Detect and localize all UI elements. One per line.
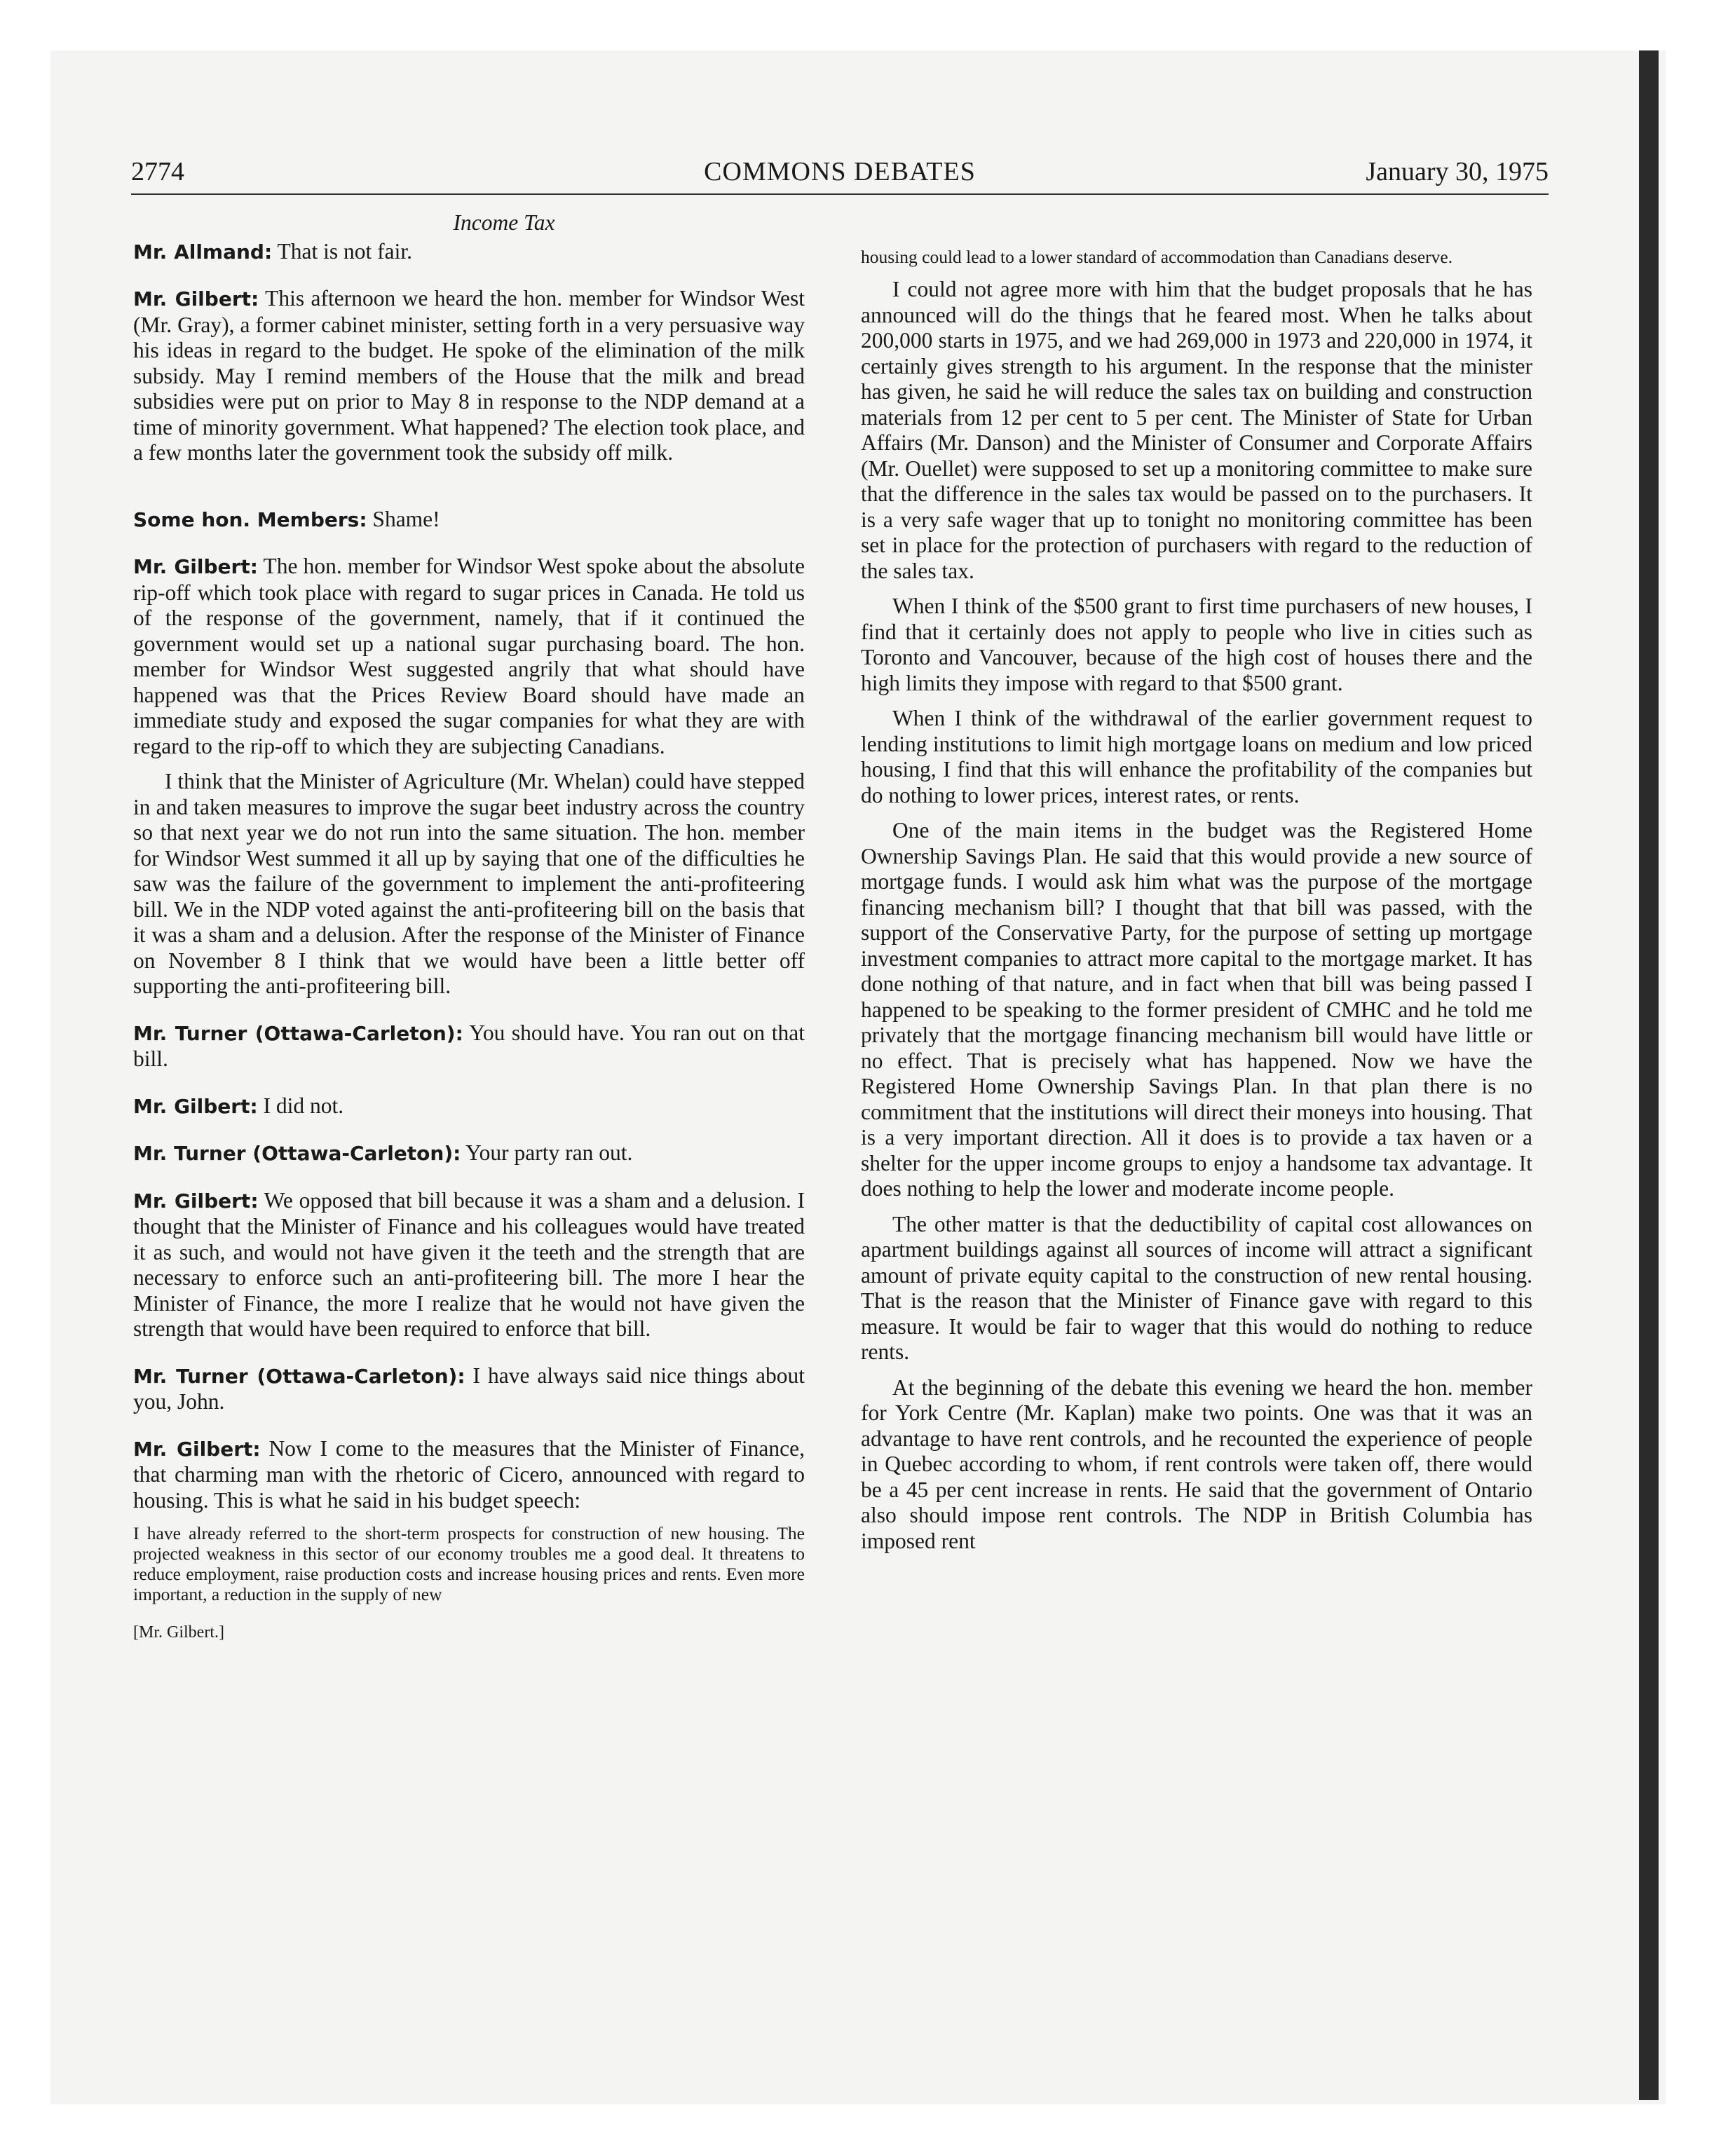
right-column (861, 210, 1532, 1564)
page-number: 2774 (131, 157, 184, 186)
issue-date: January 30, 1975 (1366, 157, 1549, 186)
body-paragraph: At the beginning of the debate this evening we heard the hon. member for York Centre (Mr. Kaplan) make two points. One was that it was an advantage to have rent controls, and he recounted the experience of people in Quebec according to whom, if rent controls were taken off, there would be a 45 per cent increase in rents. He said that the government of Ontario also should impose rent controls. The NDP in British Columbia has imposed rent (861, 1374, 1532, 1553)
speaker-name: Mr. Gilbert: (133, 555, 258, 578)
speaker-name: Mr. Gilbert: (133, 1437, 261, 1461)
speech-text: Shame! (372, 506, 440, 531)
speaker-attribution: [Mr. Gilbert.] (133, 1623, 224, 1642)
speech-paragraph (133, 1021, 805, 1072)
speaker-name: Mr. Allmand: (133, 240, 273, 264)
speech-text: Now I come to the measures that the Minister of Finance, that charming man with the rhetoric of Cicero, announced with regard to housing. This is what he said in his budget speech: (133, 1435, 805, 1513)
speech-paragraph (133, 554, 805, 759)
speech-paragraph (133, 1093, 805, 1120)
speech-text: That is not fair. (277, 238, 412, 264)
speaker-name: Mr. Turner (Ottawa-Carleton): (133, 1021, 463, 1045)
speech-text: I did not. (263, 1093, 344, 1118)
speech-text: I have always said nice things about you, John. (133, 1363, 805, 1414)
page-edge-shadow (1639, 50, 1659, 2100)
speech-text: You should have. You ran out on that bill. (133, 1020, 805, 1071)
body-paragraph: The other matter is that the deductibility of capital cost allowances on apartment buildings against all sources of income will attract a significant amount of private equity capital to the construction of new rental housing. That is the reason that the Minister of Finance gave with regard to this measure. It would be fair to wager that this would do nothing to reduce rents. (861, 1211, 1532, 1364)
speech-paragraph (133, 1188, 805, 1342)
budget-speech-quote: I have already referred to the short-term prospects for construction of new housing. The projected weakness in this sector of our economy troubles me a good deal. It threatens to reduce employment, raise production costs and increase housing prices and rents. Even more important, a reduction in the supply of new (133, 1523, 805, 1604)
speech-paragraph (133, 1436, 805, 1514)
speaker-name: Mr. Turner (Ottawa-Carleton): (133, 1142, 461, 1165)
speaker-name: Mr. Turner (Ottawa-Carleton): (133, 1364, 465, 1388)
body-paragraph: When I think of the withdrawal of the earlier government request to lending institutions to limit high mortgage loans on medium and low priced housing, I find that this will enhance the profitability of the companies but do nothing to lower prices, interest rates, or rents. (861, 706, 1532, 807)
speech-paragraph (133, 239, 805, 266)
budget-speech-quote-continued: housing could lead to a lower standard of accommodation than Canadians deserve. (861, 247, 1453, 267)
left-column (133, 210, 805, 1656)
speech-text: Your party ran out. (465, 1140, 633, 1165)
body-paragraph: I could not agree more with him that the budget proposals that he has announced will do the things that he feared most. When he talks about 200,000 starts in 1975, and we had 269,000 in 1973 and 220,000 in 1974, it certainly gives strength to his argument. In the response that the minister has given, he said he will reduce the sales tax on building and construction materials from 12 per cent to 5 per cent. The Minister of State for Urban Affairs (Mr. Danson) and the Minister of Consumer and Corporate Affairs (Mr. Ouellet) were supposed to set up a monitoring committee to make sure that the difference in the sales tax would be passed on to the purchasers. It is a very safe wager that up to tonight no monitoring committee has been set in place for the protection of purchasers with regard to the reduction of the sales tax. (861, 277, 1532, 583)
speech-text: This afternoon we heard the hon. member for Windsor West (Mr. Gray), a former cabinet minister, setting forth in a very persuasive way his ideas in regard to the budget. He spoke of the elimination of the milk subsidy. May I remind members of the House that the milk and bread subsidies were put on prior to May 8 in response to the NDP demand at a time of minority government. What happened? The election took place, and a few months later the government took the subsidy off milk. (133, 286, 805, 465)
running-title: COMMONS DEBATES (704, 157, 976, 186)
body-paragraph: One of the main items in the budget was the Registered Home Ownership Savings Plan. He said that this would provide a new source of mortgage funds. I would ask him what was the purpose of the mortgage financing mechanism bill? I thought that that bill was passed, with the support of the Conservative Party, for the purpose of setting up mortgage investment companies to attract more capital to the mortgage market. It has done nothing of that nature, and in fact when that bill was being passed I happened to be speaking to the former president of CMHC and he told me privately that the mortgage financing mechanism bill would have little or no effect. That is precisely what has happened. Now we have the Registered Home Ownership Savings Plan. In that plan there is no commitment that the institutions will direct their moneys into housing. That is a very important direction. All it does is to provide a tax haven or a shelter for the upper income groups to enjoy a handsome tax advantage. It does nothing to help the lower and moderate income people. (861, 818, 1532, 1201)
speech-paragraph (133, 1140, 805, 1167)
body-paragraph: I think that the Minister of Agriculture (Mr. Whelan) could have stepped in and taken measures to improve the sugar beet industry across the country so that next year we do not run into the same situation. The hon. member for Windsor West summed it all up by saying that one of the difficulties he saw was the failure of the government to implement the anti-profiteering bill. We in the NDP voted against the anti-profiteering bill on the basis that it was a sham and a delusion. After the response of the Minister of Finance on November 8 I think that we would have been a little better off supporting the anti-profiteering bill. (133, 769, 805, 998)
section-subhead: Income Tax (453, 210, 555, 235)
speech-paragraph (133, 507, 805, 533)
speech-paragraph (133, 1363, 805, 1415)
speaker-name: Mr. Gilbert: (133, 1189, 259, 1213)
speaker-name: Mr. Gilbert: (133, 287, 259, 311)
body-paragraph: When I think of the $500 grant to first time purchasers of new houses, I find that it certainly does not apply to people who live in cities such as Toronto and Vancouver, because of the high cost of houses there and the high limits they impose with regard to that $500 grant. (861, 594, 1532, 695)
speaker-name: Mr. Gilbert: (133, 1094, 258, 1118)
speech-text: The hon. member for Windsor West spoke about the absolute rip-off which took place with regard to sugar prices in Canada. He told us of the response of the government, namely, that if it continued the government would set up a national sugar purchasing board. The hon. member for Windsor West suggested angrily that what should have happened was that the Prices Review Board should have made an immediate study and exposed the sugar companies for what they are with regard to the rip-off to which they are subjecting Canadians. (133, 554, 805, 758)
speaker-name: Some hon. Members: (133, 507, 367, 531)
speech-paragraph (133, 286, 805, 466)
speech-text: We opposed that bill because it was a sham and a delusion. I thought that the Minister of Finance and his colleagues would have treated it as such, and would not have given it the teeth and the strength that are necessary to enforce such an anti-profiteering bill. The more I hear the Minister of Finance, the more I realize that he would not have given the strength that would have been required to enforce that bill. (133, 1187, 805, 1341)
page-header (131, 154, 1549, 195)
